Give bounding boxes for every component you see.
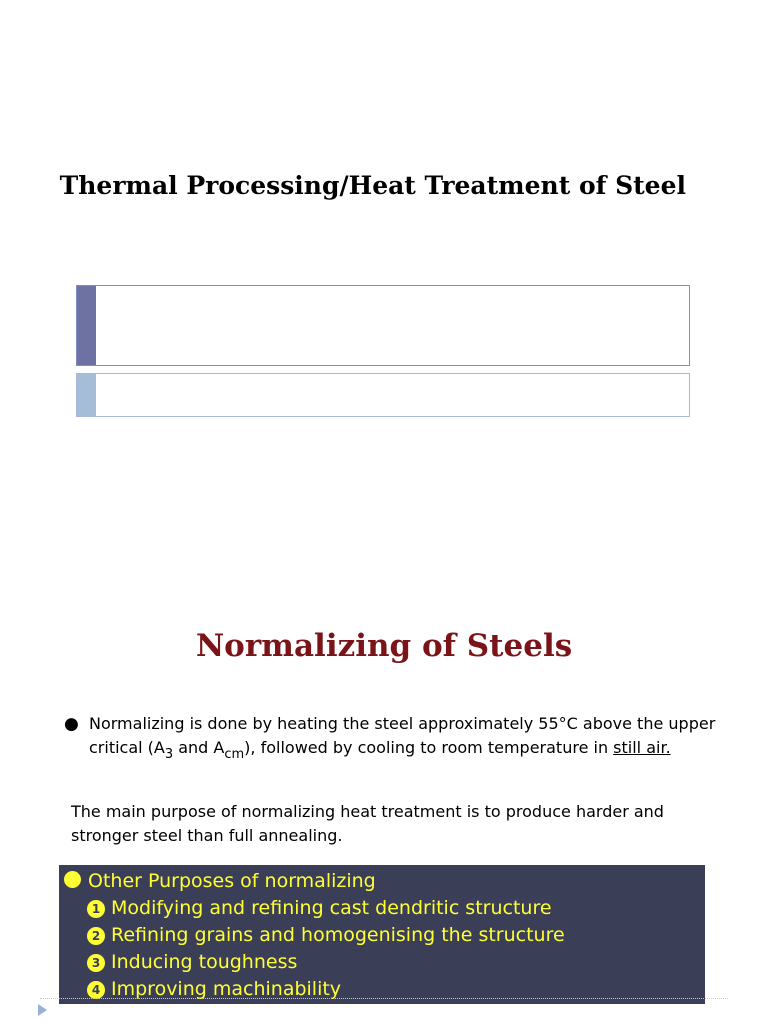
title-placeholder-box bbox=[76, 285, 690, 366]
list-item: 4 Improving machinability bbox=[87, 976, 341, 1003]
number-circle-icon: 1 bbox=[87, 900, 105, 918]
list-item: 1 Modifying and refining cast dendritic structure bbox=[87, 895, 552, 922]
slide2-title: Normalizing of Steels bbox=[195, 628, 573, 664]
play-arrow-icon bbox=[38, 1004, 47, 1016]
bullet-icon bbox=[64, 871, 81, 888]
accent-bar bbox=[77, 286, 96, 365]
number-circle-icon: 4 bbox=[87, 981, 105, 999]
footer-divider bbox=[40, 998, 728, 999]
list-item: 3 Inducing toughness bbox=[87, 949, 297, 976]
bullet-text: Normalizing is done by heating the steel approximately 55°C above the upper critical ($A_3$ and $A_{cm}$), followed by cooling to room temperature in still air. bbox=[89, 714, 716, 762]
slide1-title: Thermal Processing/Heat Treatment of Steel bbox=[59, 171, 686, 200]
other-purposes-box bbox=[59, 865, 705, 1004]
number-circle-icon: 3 bbox=[87, 954, 105, 972]
bullet-normalizing-definition bbox=[64, 712, 734, 760]
list-item: 2 Refining grains and homogenising the structure bbox=[87, 922, 565, 949]
bullet-icon: ● bbox=[64, 714, 79, 734]
number-circle-icon: 2 bbox=[87, 927, 105, 945]
accent-bar bbox=[77, 374, 96, 416]
purpose-paragraph: The main purpose of normalizing heat treatment is to produce harder and stronger steel than full annealing. bbox=[71, 802, 664, 845]
other-purposes-heading: Other Purposes of normalizing bbox=[64, 868, 376, 895]
subtitle-placeholder-box bbox=[76, 373, 690, 417]
